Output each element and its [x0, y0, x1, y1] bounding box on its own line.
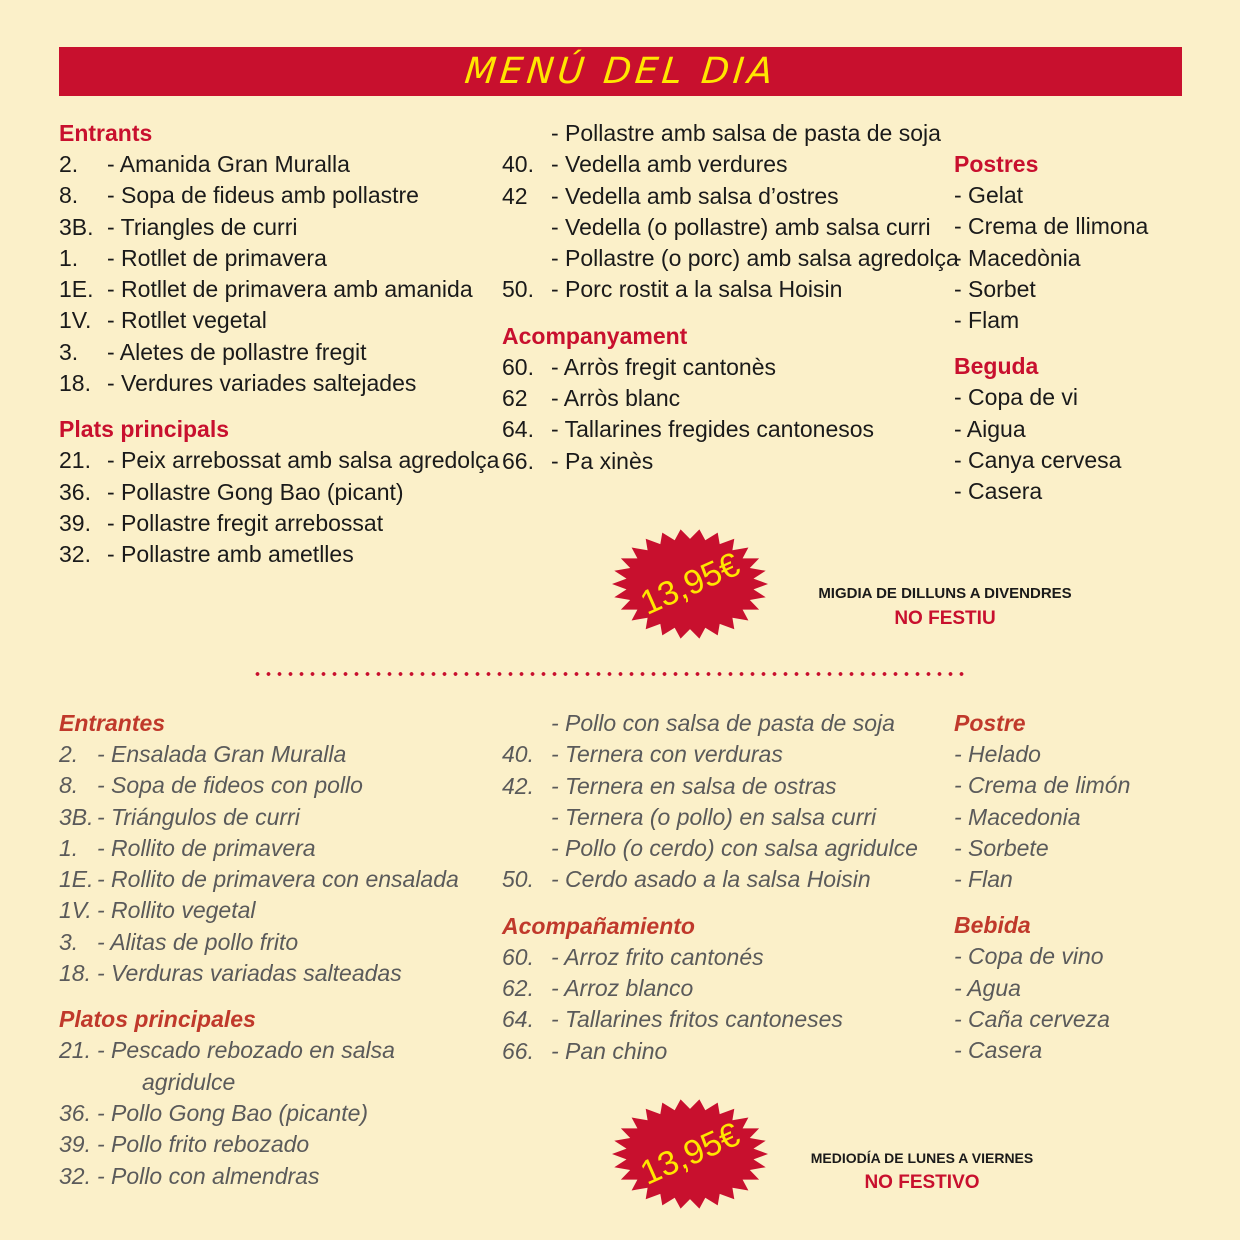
schedule-note-es — [767, 1150, 1077, 1194]
menu-item — [502, 352, 942, 383]
menu-item — [502, 1004, 942, 1035]
menu-item-number — [502, 212, 551, 243]
menu-item-number: 60. — [502, 353, 534, 380]
menu-item — [59, 1129, 499, 1160]
menu-item-name: - Rollito de primavera con ensalada — [97, 866, 459, 893]
acompanyament-list — [502, 352, 942, 477]
menu-item — [59, 1035, 499, 1066]
price-badge — [610, 527, 770, 641]
schedule-text: MIGDIA DE DILLUNS A DIVENDRES — [818, 585, 1072, 602]
menu-item-name: - Sopa de fideus amb pollastre — [107, 182, 419, 209]
menu-item-number: 18. — [59, 370, 91, 397]
menu-item-name: - Pollastre fregit arrebossat — [107, 509, 384, 536]
menu-item-number: 66. — [502, 1037, 534, 1064]
menu-item-number: 3B. — [59, 803, 94, 830]
menu-item-number: 1E. — [59, 276, 94, 303]
menu-item-name: - Pollastre amb ametlles — [107, 541, 354, 568]
menu-item-number — [502, 802, 551, 833]
menu-item-name: - Pollastre Gong Bao (picant) — [107, 478, 404, 505]
menu-item — [502, 708, 942, 739]
menu-item-number: 8. — [59, 182, 79, 209]
spanish-column-1 — [59, 708, 499, 1192]
menu-item — [59, 539, 499, 570]
menu-item — [59, 833, 499, 864]
plats-principals-continued-list — [502, 118, 959, 306]
schedule-text-es: MEDIODÍA DE LUNES A VIERNES — [810, 1150, 1034, 1166]
menu-item-number: 60. — [502, 943, 534, 970]
menu-item — [59, 212, 499, 243]
menu-item — [59, 477, 499, 508]
menu-item — [502, 771, 942, 802]
section-heading-beguda: Beguda — [954, 353, 1039, 380]
menu-item — [59, 445, 499, 476]
dotted-divider — [252, 671, 968, 677]
menu-item-name: - Ternera (o pollo) en salsa curri — [551, 803, 877, 830]
menu-item — [502, 383, 942, 414]
menu-item — [59, 180, 499, 211]
section-heading-acompanyament: Acompanyament — [502, 322, 688, 349]
menu-item: - Agua — [954, 974, 1021, 1001]
menu-item-number: 50. — [502, 276, 534, 303]
menu-item-name: - Rotllet de primavera amb amanida — [107, 276, 473, 303]
entrants-list — [59, 149, 499, 399]
menu-item — [502, 739, 942, 770]
menu-item-name: - Pollo Gong Bao (picante) — [97, 1099, 369, 1126]
menu-item — [59, 243, 499, 274]
menu-item: - Casera — [954, 478, 1043, 505]
menu-item — [502, 243, 959, 274]
menu-item-number: 32. — [59, 1162, 91, 1189]
menu-item-name: - Amanida Gran Muralla — [107, 151, 350, 177]
price-badge-es — [610, 1097, 770, 1211]
menu-item: - Caña cerveza — [954, 1006, 1110, 1033]
menu-item — [502, 446, 942, 477]
menu-item-number: 1E. — [59, 866, 94, 893]
menu-item-name: - Sopa de fideos con pollo — [97, 772, 363, 799]
menu-item-name: - Arròs fregit cantonès — [551, 353, 776, 380]
entrantes-list — [59, 739, 499, 989]
catalan-column-1 — [59, 118, 499, 571]
menu-item: - Helado — [954, 741, 1041, 767]
menu-item: - Sorbet — [954, 275, 1036, 302]
menu-item-number: 66. — [502, 447, 534, 474]
menu-item-number: 21. — [59, 447, 91, 474]
menu-item — [59, 739, 499, 770]
menu-item — [59, 508, 499, 539]
menu-item-number: 1. — [59, 834, 79, 861]
menu-item-name: - Pollo con almendras — [97, 1162, 320, 1189]
section-heading-entrants: Entrants — [59, 120, 153, 146]
menu-item-name: - Pollo (o cerdo) con salsa agridulce — [551, 835, 918, 862]
menu-item-number: 2. — [59, 151, 79, 177]
menu-item-number: 50. — [502, 866, 534, 893]
menu-item-name: - Pollo con salsa de pasta de soja — [551, 710, 895, 736]
menu-item-name: - Aletes de pollastre fregit — [107, 338, 367, 365]
menu-item-number: 21. — [59, 1037, 91, 1064]
menu-item-name: - Arroz blanco — [551, 975, 694, 1002]
menu-item-name: agridulce — [142, 1068, 236, 1095]
section-heading-bebida: Bebida — [954, 912, 1031, 939]
menu-item — [59, 927, 499, 958]
menu-item — [502, 1036, 942, 1067]
section-heading-entrantes: Entrantes — [59, 710, 166, 736]
menu-item: - Sorbete — [954, 834, 1049, 861]
menu-item — [502, 802, 942, 833]
price-label-es: 13,95€ — [634, 1115, 746, 1193]
menu-item: - Macedonia — [954, 803, 1081, 830]
menu-item-name: - Pollastre (o porc) amb salsa agredolça — [551, 245, 959, 272]
postre-list — [954, 739, 1204, 895]
menu-item-number: 36. — [59, 478, 91, 505]
menu-item-number: 62. — [502, 975, 534, 1002]
menu-item-name: - Pollastre amb salsa de pasta de soja — [551, 120, 941, 146]
menu-item — [59, 1098, 499, 1129]
menu-item-number — [59, 1067, 97, 1098]
menu-item-name: - Rollito de primavera — [97, 834, 316, 861]
menu-item — [502, 149, 942, 180]
menu-item-name: - Tallarines fritos cantoneses — [551, 1006, 843, 1033]
menu-item-name: - Arroz frito cantonés — [551, 943, 764, 970]
menu-item — [59, 337, 499, 368]
menu-item — [502, 274, 942, 305]
menu-item — [502, 942, 942, 973]
menu-item-name: - Verdures variades saltejades — [107, 370, 417, 397]
menu-item-name: - Vedella amb salsa d’ostres — [551, 182, 839, 209]
section-heading-platos-principales: Platos principales — [59, 1006, 256, 1033]
menu-item — [59, 1067, 499, 1098]
menu-item — [59, 1161, 499, 1192]
restriction-text: NO FESTIU — [894, 608, 996, 629]
menu-item — [502, 212, 942, 243]
menu-item-number: 36. — [59, 1099, 91, 1126]
menu-item-number: 1. — [59, 244, 79, 271]
menu-item-number: 39. — [59, 1131, 91, 1158]
menu-item-number: 3. — [59, 928, 79, 955]
menu-item-name: - Ensalada Gran Muralla — [97, 741, 347, 767]
section-heading-postre: Postre — [954, 710, 1026, 736]
menu-title-banner — [59, 47, 1182, 96]
menu-item-name: - Peix arrebossat amb salsa agredolça — [107, 447, 500, 474]
menu-item-name: - Ternera con verduras — [551, 741, 783, 768]
menu-item-number — [502, 833, 551, 864]
spanish-column-3 — [954, 708, 1204, 1067]
menu-item-name: - Porc rostit a la salsa Hoisin — [551, 276, 843, 303]
menu-item — [502, 864, 942, 895]
postres-list — [954, 180, 1204, 336]
menu-item — [502, 973, 942, 1004]
section-heading-plats-principals: Plats principals — [59, 416, 230, 443]
menu-item-number: 62 — [502, 385, 528, 412]
menu-item-number: 40. — [502, 151, 534, 178]
menu-item — [59, 149, 499, 180]
menu-item-number: 18. — [59, 960, 91, 987]
menu-item — [59, 895, 499, 926]
menu-item-number: 42. — [502, 772, 534, 799]
menu-item — [502, 118, 942, 149]
section-heading-acompanamiento: Acompañamiento — [502, 912, 695, 939]
menu-item — [59, 864, 499, 895]
menu-item-number: 1V. — [59, 897, 92, 924]
menu-item-number — [502, 118, 551, 149]
menu-item-number: 3B. — [59, 213, 94, 240]
menu-item — [502, 181, 942, 212]
menu-title: MENÚ DEL DIA — [462, 51, 779, 92]
menu-item-name: - Pollo frito rebozado — [97, 1131, 310, 1158]
menu-item-number — [502, 708, 551, 739]
menu-item-name: - Triangles de curri — [107, 213, 298, 240]
catalan-column-2 — [502, 118, 959, 477]
menu-item-name: - Alitas de pollo frito — [97, 928, 299, 955]
menu-item-number: 64. — [502, 1006, 534, 1033]
platos-principales-list — [59, 1035, 499, 1191]
menu-item — [502, 833, 942, 864]
menu-item-name: - Pa xinès — [551, 447, 654, 474]
menu-item — [502, 414, 942, 445]
bebida-list — [954, 941, 1204, 1066]
menu-item-number: 42 — [502, 182, 528, 209]
menu-item-name: - Ternera en salsa de ostras — [551, 772, 837, 799]
menu-item-number: 64. — [502, 416, 534, 443]
menu-item: - Crema de llimona — [954, 213, 1149, 240]
acompanamiento-list — [502, 942, 942, 1067]
menu-item: - Canya cervesa — [954, 447, 1122, 474]
menu-item — [59, 274, 499, 305]
menu-item-name: - Pan chino — [551, 1037, 668, 1064]
menu-item-number — [502, 243, 551, 274]
schedule-note — [790, 585, 1100, 630]
menu-item — [59, 305, 499, 336]
menu-item: - Flam — [954, 307, 1020, 334]
menu-item-name: - Vedella amb verdures — [551, 151, 788, 178]
menu-item-number: 32. — [59, 541, 91, 568]
plats-principals-list — [59, 445, 499, 570]
menu-item-name: - Vedella (o pollastre) amb salsa curri — [551, 213, 931, 240]
menu-item-number: 40. — [502, 741, 534, 768]
menu-item — [59, 368, 499, 399]
menu-item-name: - Arròs blanc — [551, 385, 681, 412]
section-heading-postres: Postres — [954, 151, 1039, 177]
menu-item-number: 39. — [59, 509, 91, 536]
menu-item: - Copa de vino — [954, 943, 1104, 970]
menu-item-name: - Rollito vegetal — [97, 897, 256, 924]
spanish-column-2 — [502, 708, 942, 1067]
menu-item-name: - Tallarines fregides cantonesos — [551, 416, 875, 443]
menu-item-name: - Rotllet vegetal — [107, 307, 267, 334]
menu-item-number: 1V. — [59, 307, 92, 334]
menu-item: - Casera — [954, 1037, 1043, 1064]
restriction-text-es: NO FESTIVO — [864, 1172, 980, 1193]
menu-item — [59, 958, 499, 989]
menu-item-number: 2. — [59, 741, 79, 767]
menu-item-name: - Cerdo asado a la salsa Hoisin — [551, 866, 871, 893]
menu-item-number: 8. — [59, 772, 79, 799]
menu-item: - Gelat — [954, 182, 1024, 208]
menu-item-number: 3. — [59, 338, 79, 365]
menu-item: - Flan — [954, 866, 1013, 893]
menu-item — [59, 770, 499, 801]
menu-item-name: - Pescado rebozado en salsa — [97, 1037, 395, 1064]
beguda-list — [954, 382, 1204, 507]
platos-principales-continued-list — [502, 708, 942, 896]
menu-item: - Aigua — [954, 415, 1026, 442]
menu-item — [59, 802, 499, 833]
price-label: 13,95€ — [634, 545, 746, 623]
menu-item-name: - Verduras variadas salteadas — [97, 960, 402, 987]
menu-item-name: - Triángulos de curri — [97, 803, 300, 830]
menu-item: - Crema de limón — [954, 772, 1131, 799]
menu-item: - Macedònia — [954, 244, 1081, 271]
menu-item: - Copa de vi — [954, 384, 1079, 411]
menu-item-name: - Rotllet de primavera — [107, 244, 327, 271]
catalan-column-3 — [954, 149, 1204, 508]
